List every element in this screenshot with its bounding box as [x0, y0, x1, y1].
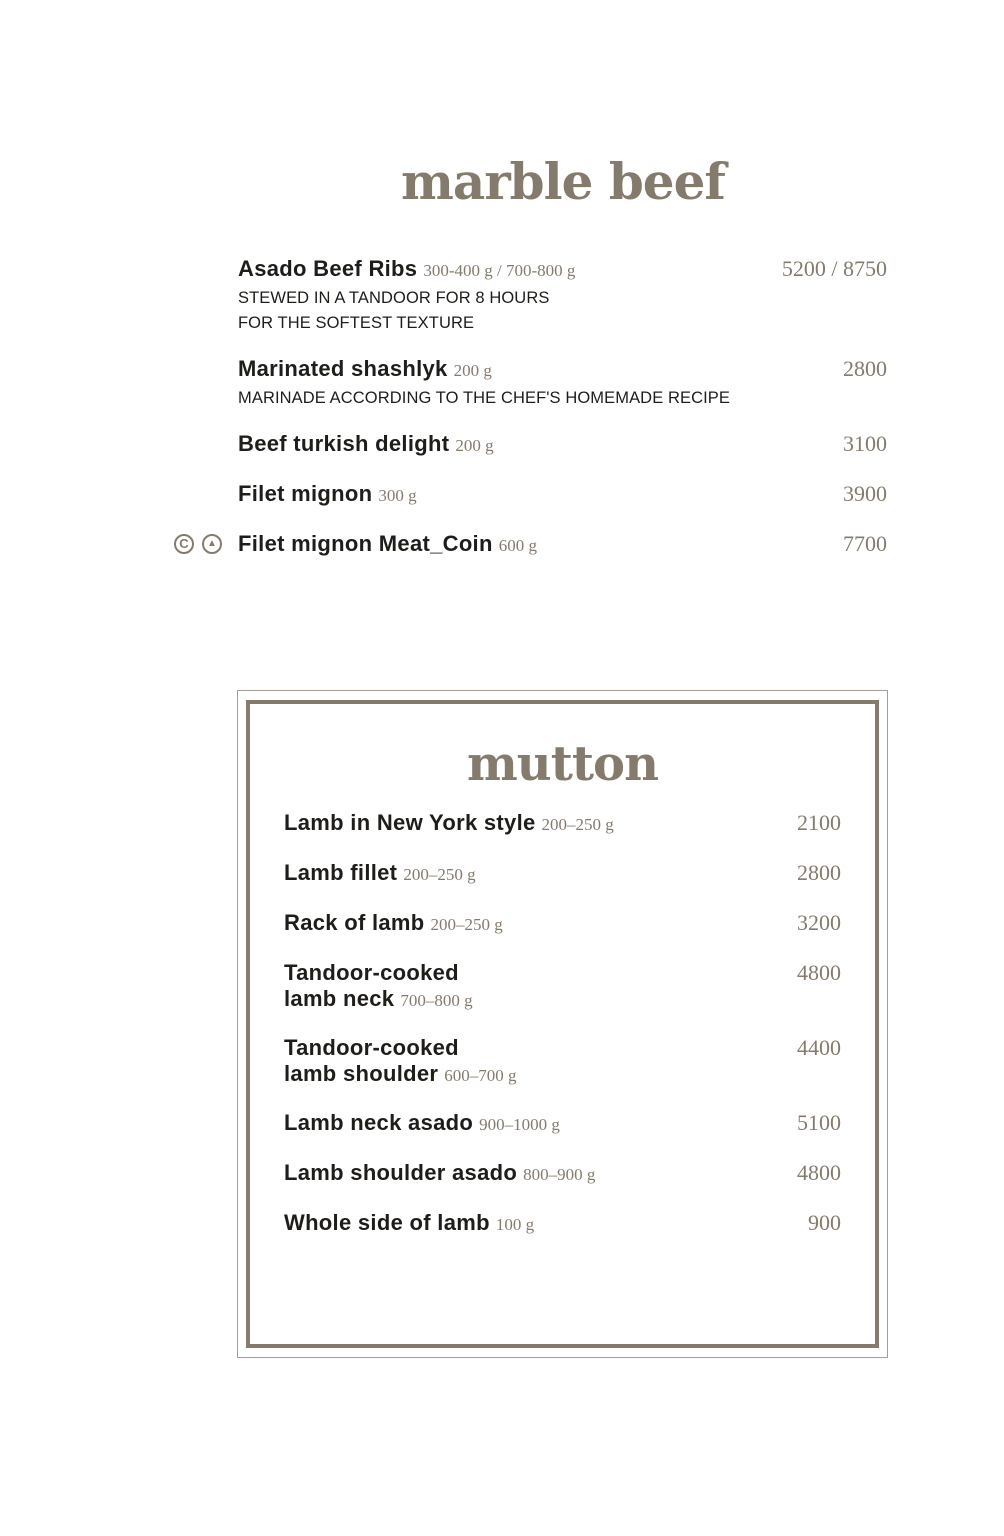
item-price: 4800: [797, 1160, 841, 1185]
item-price: 3200: [797, 910, 841, 935]
menu-item: [238, 431, 887, 461]
item-weight: 100 g: [495, 1215, 535, 1234]
item-name: Beef turkish delight: [238, 431, 450, 456]
menu-item: [284, 1035, 841, 1086]
item-weight: 700–800 g: [400, 991, 473, 1010]
menu-item: [284, 810, 841, 836]
item-name: Lamb neck asado: [284, 1110, 474, 1135]
item-price: 2800: [797, 860, 841, 885]
menu-item: [284, 1110, 841, 1136]
triangle-circle-icon: ▲: [202, 534, 222, 554]
item-price: 7700: [843, 531, 887, 556]
item-name: Rack of lamb: [284, 910, 425, 935]
item-weight: 900–1000 g: [479, 1115, 560, 1134]
menu-item: [238, 481, 887, 511]
item-weight: 200–250 g: [403, 865, 476, 884]
item-price: 900: [808, 1210, 841, 1235]
item-weight: 600–700 g: [444, 1066, 517, 1085]
item-name: Lamb fillet: [284, 860, 398, 885]
item-weight: 200 g: [453, 361, 492, 380]
item-name: Whole side of lamb: [284, 1210, 490, 1235]
menu-item: [284, 1210, 841, 1236]
item-name: Lamb shoulder asado: [284, 1160, 518, 1185]
item-price: 2800: [843, 356, 887, 381]
item-price: 5100: [797, 1110, 841, 1135]
menu-item: [238, 356, 887, 411]
item-weight: 200–250 g: [430, 915, 503, 934]
item-price: 4800: [797, 960, 841, 985]
item-description-line: MARINADE ACCORDING TO THE CHEF'S HOMEMADE RECIPE: [238, 389, 731, 407]
item-weight: 600 g: [498, 536, 537, 555]
menu-item: [238, 256, 887, 336]
item-price: 3100: [843, 431, 887, 456]
item-price: 5200 / 8750: [781, 256, 887, 281]
item-name-line2: lamb shoulder: [284, 1061, 439, 1086]
copyright-circle-icon: C: [174, 534, 194, 554]
menu-item: [284, 1160, 841, 1186]
item-price: 3900: [843, 481, 887, 506]
section-title-marble-beef: marble beef: [401, 152, 725, 211]
item-name-line2: lamb neck: [284, 986, 395, 1011]
item-name: Lamb in New York style: [284, 810, 536, 835]
item-weight: 300 g: [378, 486, 417, 505]
mutton-frame: [237, 690, 888, 1358]
menu-item: [284, 960, 841, 1011]
item-description-line: STEWED IN A TANDOOR FOR 8 HOURS: [238, 289, 550, 307]
item-weight: 200–250 g: [541, 815, 614, 834]
item-weight: 300-400 g / 700-800 g: [423, 261, 576, 280]
menu-item: [284, 860, 841, 886]
item-name: Filet mignon Meat_Coin: [238, 531, 493, 556]
menu-item: [179, 531, 887, 561]
item-description-line: FOR THE SOFTEST TEXTURE: [238, 314, 475, 332]
item-weight: 200 g: [455, 436, 494, 455]
item-name: Marinated shashlyk: [238, 356, 448, 381]
item-price: 2100: [797, 810, 841, 835]
item-price: 4400: [797, 1035, 841, 1060]
item-weight: 800–900 g: [523, 1165, 596, 1184]
item-badges: [174, 534, 230, 556]
item-name-line1: Tandoor-cooked: [284, 1035, 459, 1060]
item-name: Filet mignon: [238, 481, 373, 506]
menu-item: [284, 910, 841, 936]
item-name-line1: Tandoor-cooked: [284, 960, 459, 985]
mutton-frame-inner: [246, 700, 879, 1348]
item-name: Asado Beef Ribs: [238, 256, 418, 281]
section-title-mutton: mutton: [467, 736, 658, 792]
